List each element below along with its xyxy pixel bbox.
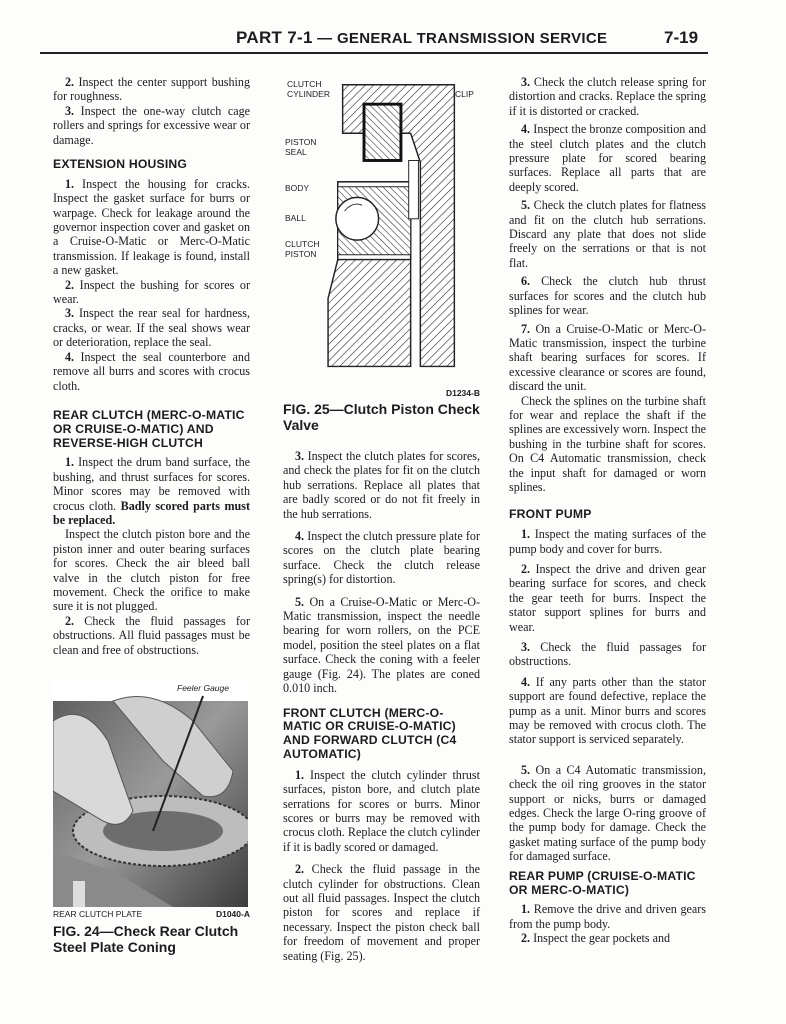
paragraph xyxy=(509,640,706,669)
paragraph xyxy=(509,527,706,556)
step-number: 7. xyxy=(521,321,531,336)
step-number: 2. xyxy=(65,277,75,292)
paragraph-text: Inspect the gear pockets and xyxy=(530,931,671,946)
paragraph-text: Inspect the one-way clutch cage rollers and springs for excessive wear or damage. xyxy=(53,103,250,147)
figure-caption: FIG. 24—Check Rear Clutch Steel Plate Coning xyxy=(53,923,239,955)
paragraph xyxy=(509,562,706,634)
step-number: 3. xyxy=(295,449,305,463)
paragraph xyxy=(53,177,250,278)
paragraph-text: Check the clutch release spring for distortion and cracks. Replace the spring if it is distorted or cracked. xyxy=(509,75,706,118)
section-heading: FRONT CLUTCH (MERC-O-MATIC OR CRUISE-O-MATIC) AND FORWARD CLUTCH (C4 AUTOMATIC) xyxy=(283,705,457,761)
paragraph xyxy=(509,198,706,270)
step-number: 5. xyxy=(521,762,531,777)
paragraph-text: Inspect the rear seal for hardness, cracks, or wear. If the seal shows wear or deterioration, replace the seal. xyxy=(53,306,250,350)
figure-code-row xyxy=(283,383,480,401)
paragraph-text: On a Cruise-O-Matic or Merc-O-Matic transmission, inspect the needle bearing for worn rollers, on the PCE model, position the steel plates on a flat surface. Check the coning with a feeler gauge (Fig. 24). The plates are coned 0.010 inch. xyxy=(283,594,480,696)
section-title: — GENERAL TRANSMISSION SERVICE xyxy=(312,30,608,47)
step-number: 4. xyxy=(521,122,531,137)
figure-24 xyxy=(53,669,250,955)
clutch-piston-check-valve-diagram xyxy=(283,75,480,381)
paragraph-text: Check the clutch plates for flatness and fit on the clutch hub serrations. Discard any plate that does not slide freely on the serrations or that is not flat. xyxy=(509,198,706,270)
step-number: 2. xyxy=(65,613,75,628)
figure-code: D1234-B xyxy=(445,388,480,398)
paragraph-text: Inspect the housing for cracks. Inspect the gasket surface for burrs or warpage. Check for leakage around the governor inspection cover and gasket on a Cruise-O-Matic or Merc-O-Matic transmission. If leakage is found, install a new gasket. xyxy=(53,176,250,278)
label-rear-clutch-plate: REAR CLUTCH PLATE xyxy=(53,909,143,919)
step-number: 2. xyxy=(521,931,531,946)
paragraph xyxy=(509,763,706,864)
step-number: 3. xyxy=(65,306,75,321)
paragraph xyxy=(53,104,250,147)
paragraph-text: Check the fluid passages for obstructions. xyxy=(509,640,706,669)
paragraph xyxy=(53,278,250,307)
label-ball: BALL xyxy=(285,213,306,223)
paragraph-text: Inspect the clutch plates for scores, and check the plates for fit on the clutch hub serrations. Replace all plates that are badly scored or do not fit freely in the hub serrations. xyxy=(283,449,480,521)
step-number: 2. xyxy=(295,862,305,877)
label-clutch-piston: CLUTCH PISTON xyxy=(285,239,320,259)
figure-25 xyxy=(283,75,480,433)
paragraph xyxy=(53,614,250,657)
label-body: BODY xyxy=(285,183,310,193)
paragraph xyxy=(509,394,706,495)
paragraph-text: Inspect the clutch cylinder thrust surfaces, piston bore, and clutch plate serrations for scores or burrs. Minor scores or burrs may be removed with crocus cloth. Replace the clutch cylinder if it is badly scored or damaged. xyxy=(283,767,480,854)
step-number: 3. xyxy=(521,75,531,89)
paragraph xyxy=(283,862,480,963)
figure-25-art xyxy=(283,75,480,381)
paragraph-text: Remove the drive and driven gears from the pump body. xyxy=(509,902,706,931)
step-number: 1. xyxy=(521,902,531,917)
paragraph-text: Inspect the clutch piston bore and the piston inner and outer bearing surfaces for scores. Check the air bleed ball valve in the clutch piston for free movement. Check the orifice to make sure it is not plugged. xyxy=(53,527,250,614)
middle-column-text xyxy=(283,433,480,963)
figure-code: D1040-A xyxy=(215,909,250,919)
step-number: 3. xyxy=(65,103,75,118)
paragraph xyxy=(53,527,250,613)
paragraph-text: Inspect the drum band surface, the bushing, and thrust surfaces for scores. Minor scores may be removed with crocus cloth. xyxy=(53,455,250,513)
step-number: 1. xyxy=(521,527,531,542)
step-number: 2. xyxy=(65,75,75,89)
paragraph xyxy=(509,122,706,194)
column-right xyxy=(509,75,706,946)
step-number: 5. xyxy=(295,594,305,609)
paragraph-text: Check the fluid passages for obstructions. All fluid passages must be clean and free of obstructions. xyxy=(53,613,250,657)
step-number: 6. xyxy=(521,274,531,289)
step-number: 1. xyxy=(295,767,305,782)
paragraph-text: Check the clutch hub thrust surfaces for scores and the clutch hub splines for wear. xyxy=(509,274,706,318)
step-number: 1. xyxy=(65,176,75,191)
section-heading: REAR CLUTCH (MERC-O-MATIC OR CRUISE-O-MATIC) AND REVERSE-HIGH CLUTCH xyxy=(53,407,245,450)
paragraph-text: Check the splines on the turbine shaft for wear and replace the shaft if the splines are excessively worn. Inspect the bushing in the turbine shaft for scores. On C4 Automatic transmission, check the input shaft for damaged or worn splines. xyxy=(509,393,706,494)
section-heading: REAR PUMP (CRUISE-O-MATIC OR MERC-O-MATIC) xyxy=(509,868,696,897)
rear-clutch-plate-photo xyxy=(53,681,248,907)
left-column-text xyxy=(53,75,250,657)
paragraph xyxy=(509,322,706,394)
step-number: 4. xyxy=(65,349,75,364)
label-piston-seal: PISTON SEAL xyxy=(285,137,317,157)
paragraph xyxy=(283,595,480,696)
page-number: 7-19 xyxy=(664,28,699,47)
paragraph xyxy=(509,931,706,945)
paragraph-text: Inspect the mating surfaces of the pump body and cover for burrs. xyxy=(509,527,706,556)
figure-24-art xyxy=(53,681,250,907)
paragraph-text: Check the fluid passage in the clutch cylinder for obstructions. Clean out all fluid passages. Inspect the clutch piston for scores and replace if necessary. Inspect the piston check ball for freedom of movement and proper seating (Fig. 25). xyxy=(283,862,480,963)
header-rule xyxy=(40,52,708,54)
paragraph xyxy=(509,675,706,747)
figure-caption: FIG. 25—Clutch Piston Check Valve xyxy=(283,401,480,433)
step-number: 4. xyxy=(295,529,305,544)
step-number: 3. xyxy=(521,640,531,655)
section-heading: EXTENSION HOUSING xyxy=(53,157,188,172)
warning-text: Badly scored parts must be replaced. xyxy=(53,498,250,527)
paragraph xyxy=(53,306,250,349)
right-column-text xyxy=(509,75,706,946)
paragraph-text: Inspect the drive and driven gear bearing surface for scores, and check the gear teeth for burrs. Inspect the stator support splines for burrs and wear. xyxy=(509,561,706,634)
paragraph xyxy=(283,449,480,521)
step-number: 1. xyxy=(65,455,75,470)
paragraph xyxy=(53,455,250,527)
paragraph xyxy=(53,75,250,104)
paragraph-text: Inspect the bushing for scores or wear. xyxy=(53,277,250,307)
step-number: 5. xyxy=(521,198,531,213)
paragraph-text: Inspect the seal counterbore and remove all burrs and scores with crocus cloth. xyxy=(53,349,250,393)
paragraph xyxy=(53,350,250,393)
paragraph-text: On a Cruise-O-Matic or Merc-O-Matic transmission, inspect the turbine shaft bearing surfaces for scores. If excessive clearance or scores are found, discard the unit. xyxy=(509,321,706,394)
paragraph-text: Inspect the clutch pressure plate for scores on the clutch plate bearing surface. Check the clutch release spring(s) for distortion. xyxy=(283,529,480,587)
paragraph-text: Inspect the center support bushing for roughness. xyxy=(53,75,250,104)
section-heading: FRONT PUMP xyxy=(509,507,592,522)
label-feeler-gauge: Feeler Gauge xyxy=(177,683,229,693)
figure-24-footer xyxy=(53,909,250,920)
label-clutch-cylinder: CLUTCH CYLINDER xyxy=(287,79,330,99)
step-number: 2. xyxy=(521,561,531,576)
paragraph xyxy=(509,274,706,317)
paragraph xyxy=(283,768,480,854)
running-header xyxy=(236,28,607,48)
paragraph-text: If any parts other than the stator support are found defective, replace the pump as a unit. Minor burrs and scores may be removed with crocus cloth. The stator support is serviced separately. xyxy=(509,674,706,747)
part-label: PART 7-1 xyxy=(236,28,313,47)
paragraph-text: On a C4 Automatic transmission, check the oil ring grooves in the stator support or nicks, burrs or damaged edges. Check the large O-ring groove of the pump body for damage. Check the gasket mating surface of the pump body for damaged surface. xyxy=(509,762,706,864)
paragraph xyxy=(283,529,480,587)
paragraph xyxy=(509,75,706,118)
label-clip: CLIP xyxy=(455,89,474,99)
column-left xyxy=(53,75,250,955)
step-number: 4. xyxy=(521,674,531,689)
column-middle xyxy=(283,75,480,963)
paragraph xyxy=(509,902,706,931)
paragraph-text: Inspect the bronze composition and the steel clutch plates and the clutch pressure plate for scored bearing surfaces. Replace all parts that are deeply scored. xyxy=(509,122,706,194)
